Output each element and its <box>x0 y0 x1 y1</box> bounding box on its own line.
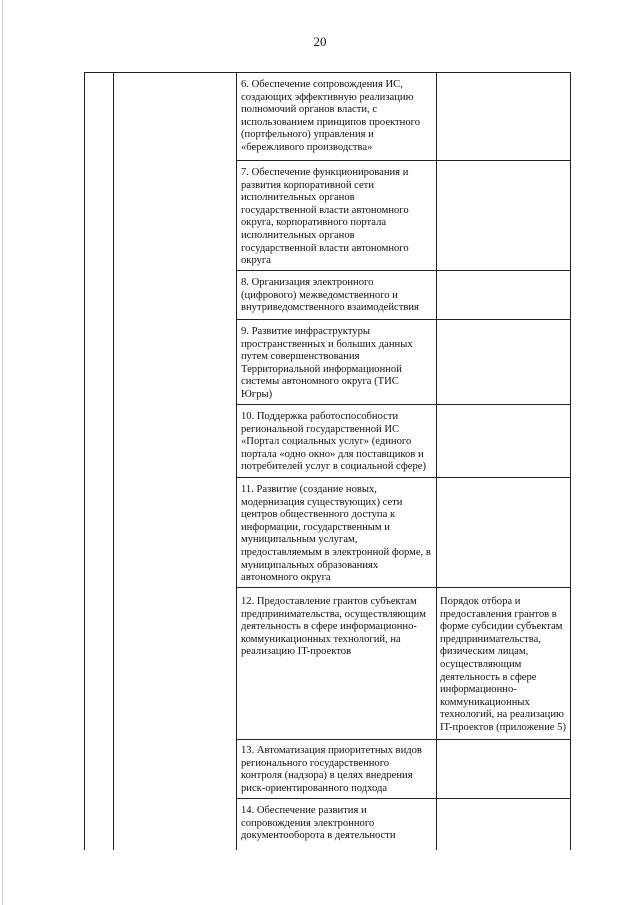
row-divider <box>236 477 570 478</box>
table-cell-activity-6: 6. Обеспечение сопровождения ИС, создающих эффективную реализацию полномочий органов власти, с использованием принципов проектного (портфельного) управления и «бережливого производства» <box>241 79 421 153</box>
table-right-border <box>570 72 571 850</box>
scan-edge-mark <box>2 0 3 905</box>
row-divider <box>236 739 570 740</box>
column-divider-2 <box>236 72 237 850</box>
table-cell-activity-11: 11. Развитие (создание новых, модернизация существующих) сети центров общественного доступа к информации, государственным и муниципальным услугам, предоставляемым в электронной форме, в муниципальных образованиях автономного округа <box>241 484 431 584</box>
column-divider-3 <box>436 72 437 850</box>
table-cell-activity-13: 13. Автоматизация приоритетных видов регионального государственного контроля (надзора) в целях внедрения риск-ориентированного подхода <box>241 745 422 794</box>
table-cell-procedure-12: Порядок отбора и предоставления грантов в форме субсидии субъектам предпринимательства, физическим лицам, осуществляющим деятельность в сфере информационно- коммуникационных технологий, на реализацию IT-проектов (приложение 5) <box>440 596 566 733</box>
page-number: 20 <box>313 34 327 49</box>
table-cell-activity-9: 9. Развитие инфраструктуры пространственных и больших данных путем совершенствования Территориальной информационной системы автономного округа (ТИС Югры) <box>241 326 413 400</box>
column-divider-1 <box>113 72 114 850</box>
table-cell-activity-10: 10. Поддержка работоспособности региональной государственной ИС «Портал социальных услуг» (единого портала «одно окно» для поставщиков и потребителей услуг в социальной сфере) <box>241 411 426 473</box>
row-divider <box>236 319 570 320</box>
row-divider <box>236 587 570 588</box>
table-left-border <box>84 72 85 850</box>
table-cell-activity-8: 8. Организация электронного (цифрового) межведомственного и внутриведомственного взаимодействия <box>241 277 419 314</box>
row-divider <box>236 404 570 405</box>
row-divider <box>236 798 570 799</box>
table-cell-activity-12: 12. Предоставление грантов субъектам предпринимательства, осуществляющим деятельность в сфере информационно- коммуникационных технологий, на реализацию IT-проектов <box>241 596 426 658</box>
row-divider <box>236 160 570 161</box>
row-divider <box>236 270 570 271</box>
table-top-border <box>84 72 570 73</box>
table-cell-activity-7: 7. Обеспечение функционирования и развития корпоративной сети исполнительных органов государственной власти автономного округа, корпоративного портала исполнительных органов государственной власти автономного округа <box>241 167 409 267</box>
table-cell-activity-14: 14. Обеспечение развития и сопровождения электронного документооборота в деятельности <box>241 805 396 842</box>
